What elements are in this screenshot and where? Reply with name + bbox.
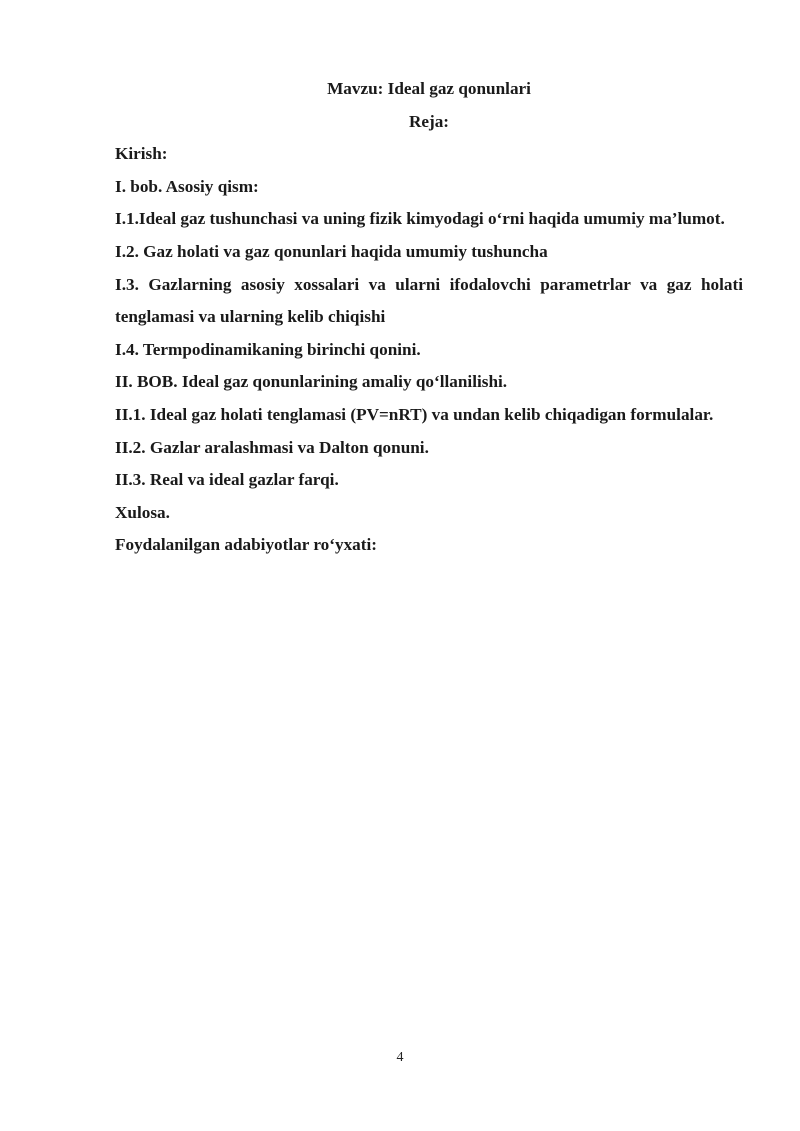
plan-item-chapter-1: I. bob. Asosiy qism: bbox=[115, 176, 259, 196]
plan-item-1-3: I.3. Gazlarning asosiy xossalari va ularni ifodalovchi parametrlar va gaz holati tenglamasi va ularning kelib chiqishi bbox=[115, 274, 743, 327]
plan-item-introduction: Kirish: bbox=[115, 144, 168, 164]
plan-heading: Reja: bbox=[408, 111, 450, 131]
plan-item-1-1: I.1.Ideal gaz tushunchasi va uning fizik kimyodagi o‘rni haqida umumiy ma’lumot. bbox=[115, 209, 725, 229]
plan-item-2-3: II.3. Real va ideal gazlar farqi. bbox=[115, 470, 339, 490]
plan-item-1-4: I.4. Termpodinamikaning birinchi qonini. bbox=[115, 339, 421, 359]
plan-item-2-2: II.2. Gazlar aralashmasi va Dalton qonuni. bbox=[115, 437, 429, 457]
topic-title: Mavzu: Ideal gaz qonunlari bbox=[327, 79, 531, 98]
page-content bbox=[115, 73, 743, 562]
plan-item-2-1: II.1. Ideal gaz holati tenglamasi (PV=nRT) va undan kelib chiqadigan formulalar. bbox=[115, 404, 714, 424]
plan-item-1-2: I.2. Gaz holati va gaz qonunlari haqida umumiy tushuncha bbox=[115, 241, 548, 261]
page-number: 4 bbox=[396, 1050, 404, 1065]
plan-item-conclusion: Xulosa. bbox=[115, 502, 170, 522]
plan-item-chapter-2: II. BOB. Ideal gaz qonunlarining amaliy qo‘llanilishi. bbox=[115, 372, 508, 392]
plan-item-references: Foydalanilgan adabiyotlar ro‘yxati: bbox=[115, 535, 377, 555]
